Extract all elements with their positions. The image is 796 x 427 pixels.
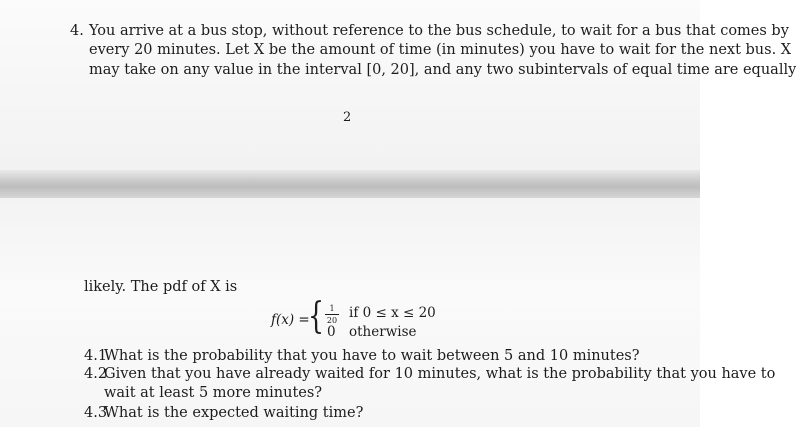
problem-continuation: likely. The pdf of X is [84, 279, 238, 295]
pdf-cond-2: otherwise [349, 324, 417, 340]
pdf-val-2: 0 [327, 324, 336, 340]
pdf-lhs: f(x) = [271, 312, 310, 328]
question-1-text: What is the probability that you have to wait between 5 and 10 minutes? [104, 348, 640, 364]
page-break-band [0, 170, 700, 198]
problem-number: 4. [70, 23, 84, 39]
pdf-cond-1: if 0 ≤ x ≤ 20 [349, 305, 436, 321]
question-2-text-cont: wait at least 5 more minutes? [104, 385, 323, 401]
problem-line-1: You arrive at a bus stop, without reference to the bus schedule, to wait for a bus that comes by [89, 23, 789, 39]
problem-line-2: every 20 minutes. Let X be the amount of time (in minutes) you have to wait for the next bus. X [89, 42, 792, 58]
pdf-fraction [325, 304, 339, 325]
question-3-text: What is the expected waiting time? [104, 405, 364, 421]
pdf-brace: { [308, 296, 325, 337]
question-1-number: 4.1 [84, 348, 108, 364]
pdf-frac-bar [325, 314, 339, 315]
question-2-text: Given that you have already waited for 10 minutes, what is the probability that you have to [104, 366, 776, 382]
problem-line-3: may take on any value in the interval [0, 20], and any two subintervals of equal time are equally [89, 62, 796, 78]
page-number: 2 [343, 110, 352, 125]
question-3-number: 4.3 [84, 405, 108, 421]
question-2-number: 4.2 [84, 366, 108, 382]
pdf-frac-num: 1 [329, 304, 335, 313]
pdf-frac-den: 20 [326, 316, 338, 325]
